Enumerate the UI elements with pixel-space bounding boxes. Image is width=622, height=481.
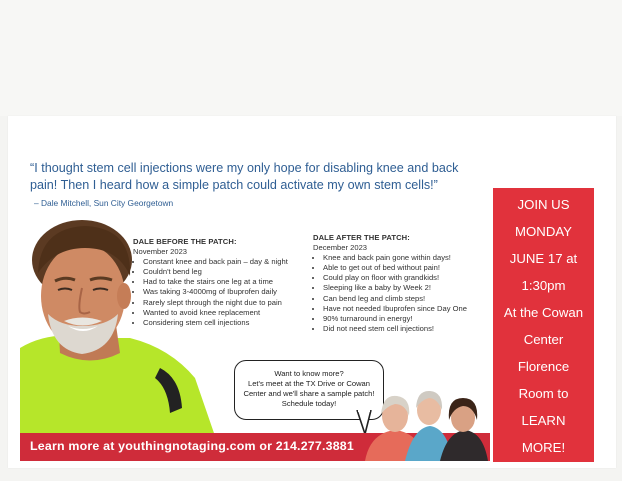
- bubble-line-3: Center and we'll share a sample patch!: [243, 389, 375, 398]
- event-line: JOIN US: [517, 197, 570, 212]
- testimonial-quote: [30, 160, 490, 194]
- list-item: • Could play on floor with grandkids!: [323, 273, 493, 283]
- after-date: December 2023: [313, 243, 368, 253]
- list-item: • Can bend leg and climb steps!: [323, 294, 493, 304]
- list-item: • Had to take the stairs one leg at a time: [143, 277, 313, 287]
- event-line: 1:30pm: [521, 278, 566, 293]
- list-item: • Knee and back pain gone within days!: [323, 253, 493, 263]
- list-item: • Able to get out of bed without pain!: [323, 263, 493, 273]
- list-item: • Was taking 3-4000mg of Ibuprofen daily: [143, 287, 313, 297]
- event-line: LEARN: [521, 413, 566, 428]
- event-line: Room to: [518, 386, 569, 401]
- event-line: MONDAY: [515, 224, 572, 239]
- quote-line-2: pain! Then I heard how a simple patch could activate my own stem cells!”: [30, 178, 438, 192]
- event-line: Center: [523, 332, 564, 347]
- list-item: • 90% turnaround in energy!: [323, 314, 493, 324]
- before-heading: DALE BEFORE THE PATCH:: [133, 237, 237, 246]
- contact-banner-text[interactable]: Learn more at youthingnotaging.com or 214.277.3881: [30, 439, 354, 453]
- quote-attribution: – Dale Mitchell, Sun City Georgetown: [34, 198, 174, 208]
- list-item: • Rarely slept through the night due to pain: [143, 298, 313, 308]
- bubble-line-4: Schedule today!: [281, 399, 337, 408]
- list-item: • Did not need stem cell injections!: [323, 324, 493, 334]
- after-section: [313, 233, 493, 334]
- list-item: • Constant knee and back pain – day & night: [143, 257, 313, 267]
- bubble-line-1: Want to know more?: [274, 369, 344, 378]
- list-item: • Wanted to avoid knee replacement: [143, 308, 313, 318]
- before-list: [133, 257, 313, 328]
- bubble-line-2: Let's meet at the TX Drive or Cowan: [247, 379, 371, 388]
- event-line: MORE!: [521, 440, 566, 455]
- after-heading: DALE AFTER THE PATCH:: [313, 233, 410, 242]
- list-item: • Sleeping like a baby by Week 2!: [323, 283, 493, 293]
- list-item: • Considering stem cell injections: [143, 318, 313, 328]
- women-photo: [365, 388, 490, 461]
- event-line: Florence: [517, 359, 570, 374]
- quote-line-1: “I thought stem cell injections were my only hope for disabling knee and back: [30, 161, 459, 175]
- list-item: • Have not needed Ibuprofen since Day One: [323, 304, 493, 314]
- list-item: • Couldn't bend leg: [143, 267, 313, 277]
- event-line: JUNE 17 at: [509, 251, 578, 266]
- top-margin: [0, 0, 622, 116]
- event-line: At the Cowan: [503, 305, 584, 320]
- before-section: [133, 237, 313, 328]
- before-date: November 2023: [133, 247, 188, 257]
- event-details: [493, 191, 594, 461]
- after-list: [313, 253, 493, 334]
